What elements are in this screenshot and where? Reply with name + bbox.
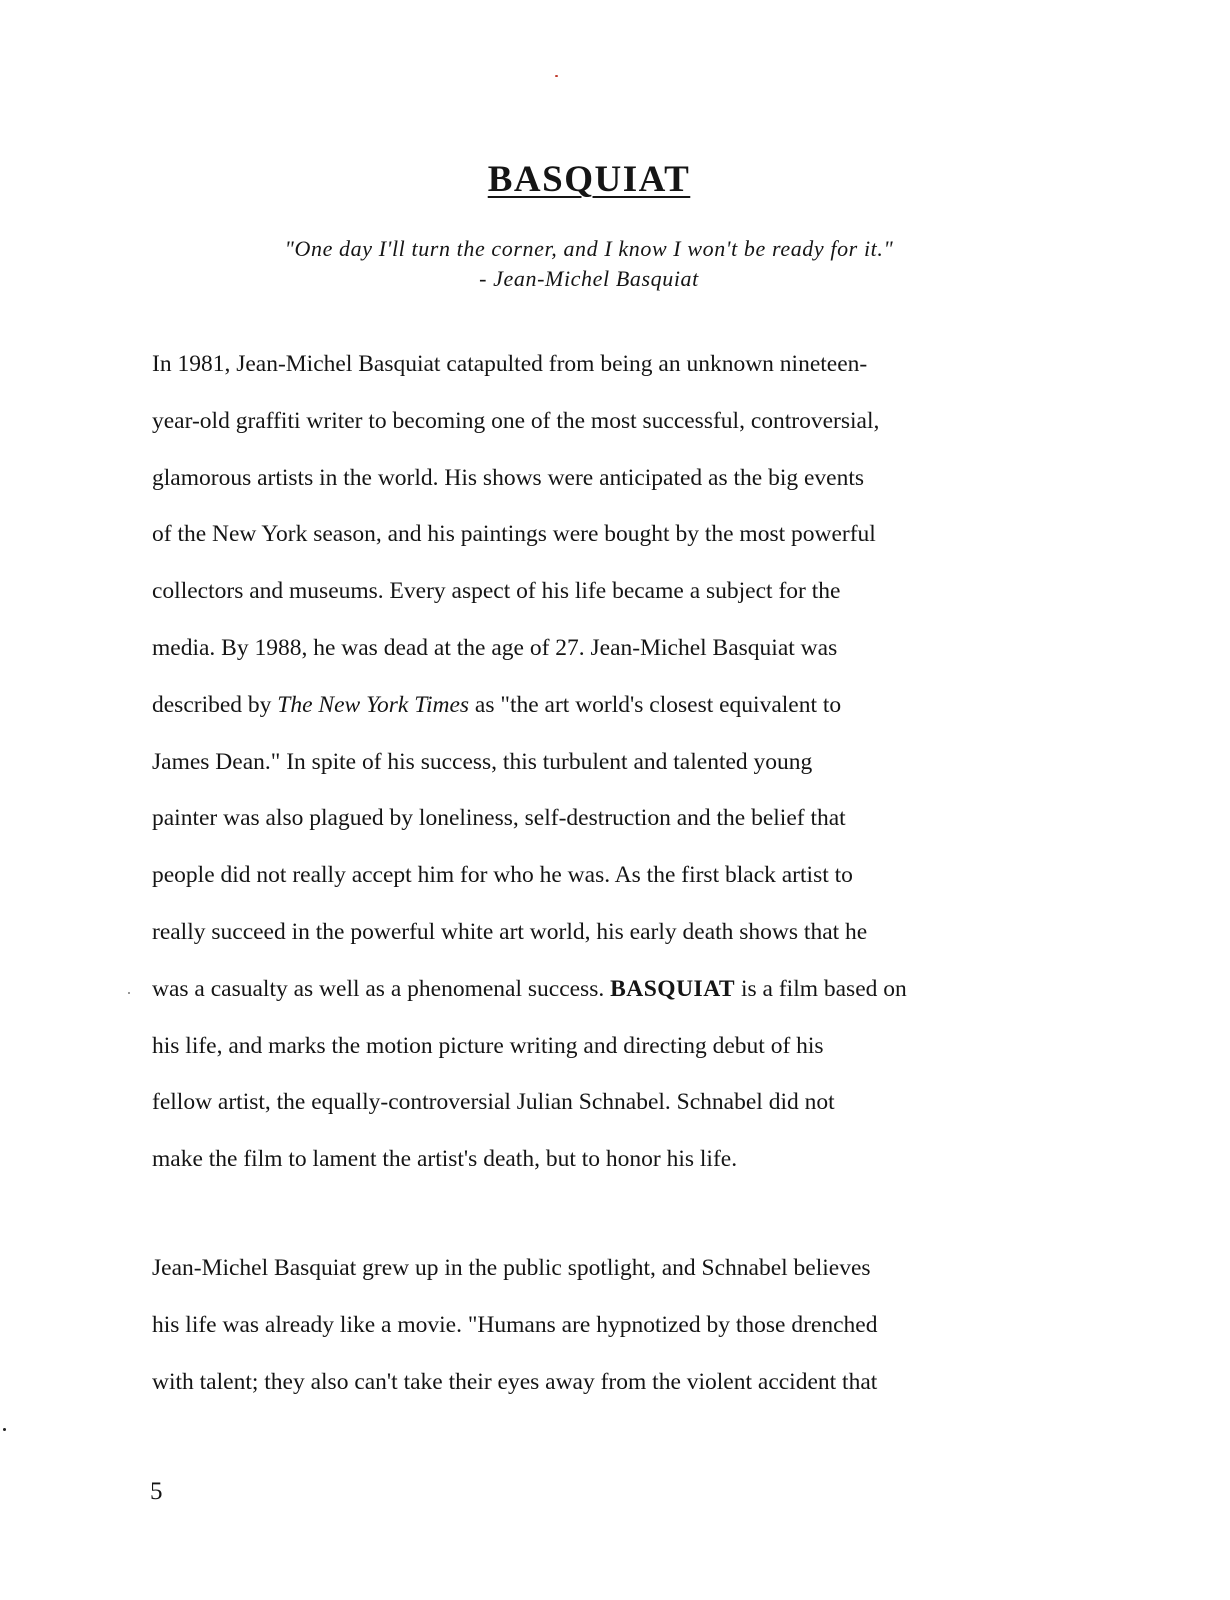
text-line: collectors and museums. Every aspect of his life became a subject for the xyxy=(152,578,841,605)
text-line: year-old graffiti writer to becoming one of the most successful, controversial, xyxy=(152,407,880,434)
text-run: described by xyxy=(152,691,278,718)
text-line: people did not really accept him for who he was. As the first black artist to xyxy=(152,862,853,889)
text-line: really succeed in the powerful white art world, his early death shows that he xyxy=(152,918,868,945)
text-run: as "the art world's closest equivalent to xyxy=(469,691,842,718)
text-line: In 1981, Jean-Michel Basquiat catapulted from being an unknown nineteen- xyxy=(152,351,868,377)
text-line: Jean-Michel Basquiat grew up in the public spotlight, and Schnabel believes xyxy=(152,1255,871,1281)
text-line: of the New York season, and his paintings were bought by the most powerful xyxy=(152,521,876,548)
text-line: with talent; they also can't take their eyes away from the violent accident that xyxy=(152,1368,878,1395)
paragraph-2 xyxy=(152,1240,1032,1410)
text-run: is a film based on xyxy=(735,975,907,1002)
text-run: was a casualty as well as a phenomenal success. xyxy=(152,975,611,1002)
newspaper-title: The New York Times xyxy=(277,691,470,718)
epigraph-quote: "One day I'll turn the corner, and I know I won't be ready for it." xyxy=(284,236,894,261)
epigraph-attribution: - Jean-Michel Basquiat xyxy=(479,266,699,291)
scan-speck xyxy=(3,1428,6,1431)
page-number: 5 xyxy=(150,1478,163,1505)
text-line: his life, and marks the motion picture writing and directing debut of his xyxy=(152,1032,824,1059)
text-line xyxy=(152,677,1032,734)
paragraph-1 xyxy=(152,336,1032,1188)
text-line: James Dean." In spite of his success, this turbulent and talented young xyxy=(152,748,813,775)
scan-speck xyxy=(555,75,558,77)
text-line: make the film to lament the artist's death, but to honor his life. xyxy=(152,1146,738,1173)
scan-speck xyxy=(128,992,130,994)
film-title: BASQUIAT xyxy=(610,975,736,1002)
text-line xyxy=(152,961,1032,1018)
text-line: media. By 1988, he was dead at the age of 27. Jean-Michel Basquiat was xyxy=(152,634,838,661)
page-title: BASQUIAT xyxy=(487,159,691,200)
text-line: his life was already like a movie. "Humans are hypnotized by those drenched xyxy=(152,1311,878,1338)
text-line: fellow artist, the equally-controversial Julian Schnabel. Schnabel did not xyxy=(152,1089,835,1116)
epigraph xyxy=(0,234,1178,294)
text-line: glamorous artists in the world. His shows were anticipated as the big events xyxy=(152,464,865,491)
text-line: painter was also plagued by loneliness, self-destruction and the belief that xyxy=(152,805,846,832)
